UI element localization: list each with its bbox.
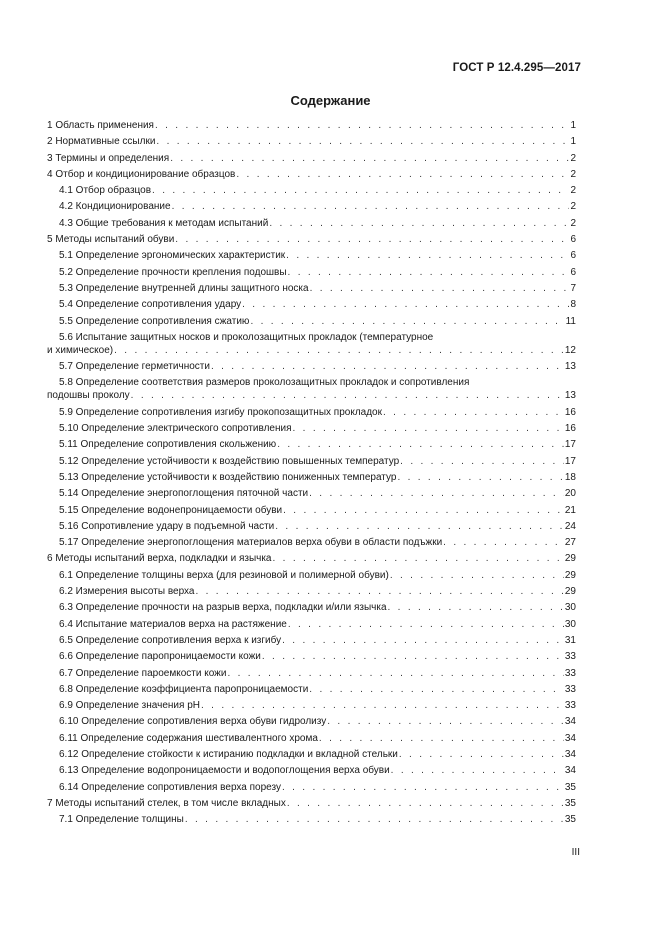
toc-entry-title: 7.1 Определение толщины [59, 814, 184, 826]
toc-entry-page: 16 [564, 406, 576, 418]
toc-entry-page: 16 [564, 423, 576, 435]
toc-entry[interactable] [47, 813, 576, 826]
toc-entry-page: 12 [564, 344, 576, 356]
toc-entry-page: 31 [564, 634, 576, 646]
toc-entry[interactable] [47, 455, 576, 468]
toc-entry-page: 30 [564, 618, 576, 630]
toc-entry-title: 6.5 Определение сопротивления верха к изгибу [59, 634, 282, 646]
toc-entry[interactable] [47, 764, 576, 777]
toc-entry-title: 5.6 Испытание защитных носков и проколозащитных прокладок (температурное [59, 331, 434, 343]
toc-entry-title: 4 Отбор и кондиционирование образцов [47, 168, 236, 180]
toc-entry[interactable] [47, 422, 576, 435]
toc-entry-title: 1 Область применения [47, 120, 154, 131]
toc-entry-page: 11 [565, 315, 576, 327]
toc-entry[interactable] [47, 249, 576, 262]
toc-entry-title-continued: и химическое) [47, 344, 114, 356]
toc-entry[interactable] [47, 797, 576, 810]
toc-leader-dots [242, 298, 569, 311]
toc-entry-page: 6 [570, 250, 576, 262]
toc-entry-title-continued: подошвы проколу [47, 390, 130, 402]
table-of-contents [47, 119, 576, 829]
toc-entry[interactable] [47, 667, 576, 680]
toc-leader-dots [286, 249, 569, 262]
toc-entry[interactable] [47, 732, 576, 745]
toc-entry-page: 2 [570, 217, 576, 229]
toc-entry-title: 5.15 Определение водонепроницаемости обуви [59, 504, 283, 516]
toc-entry-page: 24 [564, 520, 576, 532]
toc-entry-page: 7 [570, 282, 576, 294]
toc-leader-dots [114, 344, 564, 357]
toc-entry-page: 21 [564, 504, 576, 516]
toc-entry-page: 33 [564, 667, 576, 679]
toc-entry[interactable] [47, 601, 576, 614]
toc-entry[interactable] [47, 650, 576, 663]
toc-leader-dots [400, 455, 564, 468]
toc-entry-page: 34 [564, 732, 576, 744]
toc-leader-dots [399, 748, 564, 761]
toc-entry-page: 33 [564, 683, 576, 695]
toc-entry[interactable] [47, 233, 576, 246]
toc-entry-page: 27 [564, 537, 576, 549]
toc-entry-title: 5.14 Определение энергопоглощения пяточной части [59, 488, 309, 500]
toc-entry[interactable] [47, 618, 576, 631]
toc-leader-dots [262, 650, 564, 663]
toc-entry-title: 5.4 Определение сопротивления удару [59, 299, 242, 311]
toc-entry[interactable] [47, 781, 576, 794]
toc-leader-dots [201, 699, 564, 712]
toc-entry[interactable] [47, 585, 576, 598]
toc-entry[interactable] [47, 119, 576, 132]
toc-entry-page: 33 [564, 700, 576, 712]
toc-entry[interactable] [47, 569, 576, 582]
toc-entry-title: 5.17 Определение энергопоглощения материалов верха обуви в области подъжки [59, 537, 443, 549]
toc-entry-title: 5.12 Определение устойчивости к воздействию повышенных температур [59, 455, 400, 467]
toc-entry-title: 6.10 Определение сопротивления верха обуви гидролизу [59, 716, 327, 728]
toc-entry-page: 35 [564, 814, 576, 826]
toc-leader-dots [172, 200, 570, 213]
toc-leader-dots [390, 569, 564, 582]
toc-leader-dots [277, 438, 564, 451]
toc-leader-dots [288, 266, 570, 279]
toc-entry-page: 29 [564, 569, 576, 581]
toc-entry[interactable] [47, 520, 576, 533]
toc-entry-title: 6.4 Испытание материалов верха на растяжение [59, 618, 287, 630]
toc-leader-dots [283, 504, 564, 517]
toc-entry-title: 5.13 Определение устойчивости к воздействию пониженных температур [59, 471, 397, 483]
toc-entry-title: 6.3 Определение прочности на разрыв верха, подкладки и/или язычка [59, 602, 387, 614]
toc-leader-dots [288, 618, 564, 631]
toc-entry[interactable] [47, 504, 576, 517]
toc-entry-title: 6 Методы испытаний верха, подкладки и язычка [47, 553, 272, 565]
toc-leader-dots [282, 634, 564, 647]
toc-entry-page: 18 [564, 471, 576, 483]
toc-entry[interactable] [47, 748, 576, 761]
toc-entry-page: 1 [570, 120, 576, 131]
document-code: ГОСТ Р 12.4.295—2017 [452, 62, 581, 74]
toc-leader-dots [327, 715, 564, 728]
toc-leader-dots [250, 315, 564, 328]
toc-entry-title: 5 Методы испытаний обуви [47, 234, 175, 246]
toc-entry-page: 30 [564, 602, 576, 614]
toc-entry[interactable] [47, 406, 576, 419]
toc-entry[interactable] [47, 376, 576, 402]
toc-entry[interactable] [47, 200, 576, 213]
toc-entry-title: 2 Нормативные ссылки [47, 136, 156, 148]
toc-entry[interactable] [47, 152, 576, 165]
toc-entry-title: 6.13 Определение водопроницаемости и водопоглощения верха обуви [59, 765, 390, 777]
toc-entry[interactable] [47, 438, 576, 451]
toc-entry[interactable] [47, 471, 576, 484]
toc-leader-dots [309, 487, 564, 500]
toc-entry-page: 2 [570, 201, 576, 213]
toc-leader-dots [397, 471, 563, 484]
toc-entry[interactable] [47, 487, 576, 500]
toc-leader-dots [152, 184, 569, 197]
toc-leader-dots [131, 389, 564, 402]
toc-entry[interactable] [47, 634, 576, 647]
toc-entry[interactable] [47, 282, 576, 295]
toc-leader-dots [282, 781, 564, 794]
toc-title: Содержание [290, 93, 371, 108]
toc-entry-title: 4.1 Отбор образцов [59, 185, 152, 197]
toc-entry-title: 6.12 Определение стойкости к истиранию подкладки и вкладной стельки [59, 748, 398, 760]
toc-entry[interactable] [47, 298, 576, 311]
toc-entry-page: 13 [564, 361, 576, 373]
toc-entry-title: 6.2 Измерения высоты верха [59, 586, 195, 598]
toc-entry-title: 5.10 Определение электрического сопротивления [59, 423, 292, 435]
toc-entry-title: 4.2 Кондиционирование [59, 201, 171, 213]
toc-entry-page: 2 [570, 168, 576, 180]
toc-leader-dots [388, 601, 564, 614]
toc-leader-dots [156, 135, 569, 148]
toc-leader-dots [185, 813, 564, 826]
toc-entry-page: 6 [570, 234, 576, 246]
toc-entry[interactable] [47, 184, 576, 197]
toc-leader-dots [170, 152, 569, 165]
toc-leader-dots [383, 406, 564, 419]
toc-entry[interactable] [47, 683, 576, 696]
toc-entry[interactable] [47, 168, 576, 181]
toc-entry-page: 33 [564, 651, 576, 663]
toc-entry[interactable] [47, 552, 576, 565]
toc-leader-dots [227, 667, 563, 680]
toc-leader-dots [443, 536, 564, 549]
toc-entry[interactable] [47, 331, 576, 357]
toc-entry-title: 6.6 Определение паропроницаемости кожи [59, 651, 261, 663]
toc-entry-title: 6.1 Определение толщины верха (для резиновой и полимерной обуви) [59, 569, 389, 581]
toc-leader-dots [309, 683, 564, 696]
toc-entry-title: 5.2 Определение прочности крепления подошвы [59, 266, 287, 278]
toc-entry-title: 5.16 Сопротивление удару в подъемной части [59, 520, 275, 532]
toc-entry-title: 6.8 Определение коэффициента паропроницаемости [59, 683, 309, 695]
toc-entry-page: 34 [564, 716, 576, 728]
toc-entry[interactable] [47, 315, 576, 328]
toc-leader-dots [293, 422, 564, 435]
toc-leader-dots [236, 168, 569, 181]
toc-entry-title: 6.11 Определение содержания шестивалентного хрома [59, 732, 318, 744]
toc-entry-title: 5.8 Определение соответствия размеров проколозащитных прокладок и сопротивления [59, 377, 470, 389]
toc-leader-dots [310, 282, 570, 295]
toc-entry-page: 2 [570, 185, 576, 197]
toc-entry-page: 2 [570, 152, 576, 164]
toc-leader-dots [319, 732, 564, 745]
toc-entry[interactable] [47, 135, 576, 148]
toc-entry-title: 6.14 Определение сопротивления верха порезу [59, 781, 281, 793]
toc-entry[interactable] [47, 217, 576, 230]
toc-entry-page: 13 [564, 390, 576, 402]
page-number: III [571, 847, 580, 858]
toc-entry-page: 34 [564, 748, 576, 760]
toc-entry-title: 4.3 Общие требования к методам испытаний [59, 217, 269, 229]
toc-entry-title: 7 Методы испытаний стелек, в том числе вкладных [47, 797, 286, 809]
toc-leader-dots [287, 797, 564, 810]
toc-entry-title: 5.7 Определение герметичности [59, 361, 210, 373]
toc-entry[interactable] [47, 360, 576, 373]
toc-entry-title: 5.5 Определение сопротивления сжатию [59, 315, 250, 327]
toc-entry-title: 6.7 Определение пароемкости кожи [59, 667, 227, 679]
toc-entry-page: 20 [564, 488, 576, 500]
toc-leader-dots [275, 520, 564, 533]
toc-entry-title: 5.3 Определение внутренней длины защитного носка [59, 282, 309, 294]
toc-leader-dots [391, 764, 564, 777]
toc-entry-page: 35 [564, 781, 576, 793]
toc-entry-title: 3 Термины и определения [47, 152, 170, 164]
toc-leader-dots [175, 233, 569, 246]
toc-entry[interactable] [47, 536, 576, 549]
toc-entry-page: 29 [564, 586, 576, 598]
toc-entry-page: 29 [564, 553, 576, 565]
toc-leader-dots [155, 119, 569, 132]
toc-entry-title: 5.11 Определение сопротивления скольжению [59, 439, 277, 451]
toc-entry-page: 6 [570, 266, 576, 278]
toc-leader-dots [211, 360, 564, 373]
toc-entry-title: 6.9 Определение значения pH [59, 700, 200, 712]
toc-leader-dots [273, 552, 564, 565]
toc-entry[interactable] [47, 699, 576, 712]
toc-entry-page: 1 [570, 136, 576, 148]
toc-entry-title: 5.1 Определение эргономических характеристик [59, 250, 286, 262]
toc-entry-page: 8 [570, 299, 576, 311]
toc-entry[interactable] [47, 266, 576, 279]
toc-entry-page: 17 [564, 439, 576, 451]
toc-entry-page: 17 [564, 455, 576, 467]
toc-entry-page: 34 [564, 765, 576, 777]
toc-entry-page: 35 [564, 797, 576, 809]
toc-entry[interactable] [47, 715, 576, 728]
toc-entry-title: 5.9 Определение сопротивления изгибу прокопозащитных прокладок [59, 406, 382, 418]
toc-leader-dots [269, 217, 569, 230]
toc-leader-dots [195, 585, 563, 598]
